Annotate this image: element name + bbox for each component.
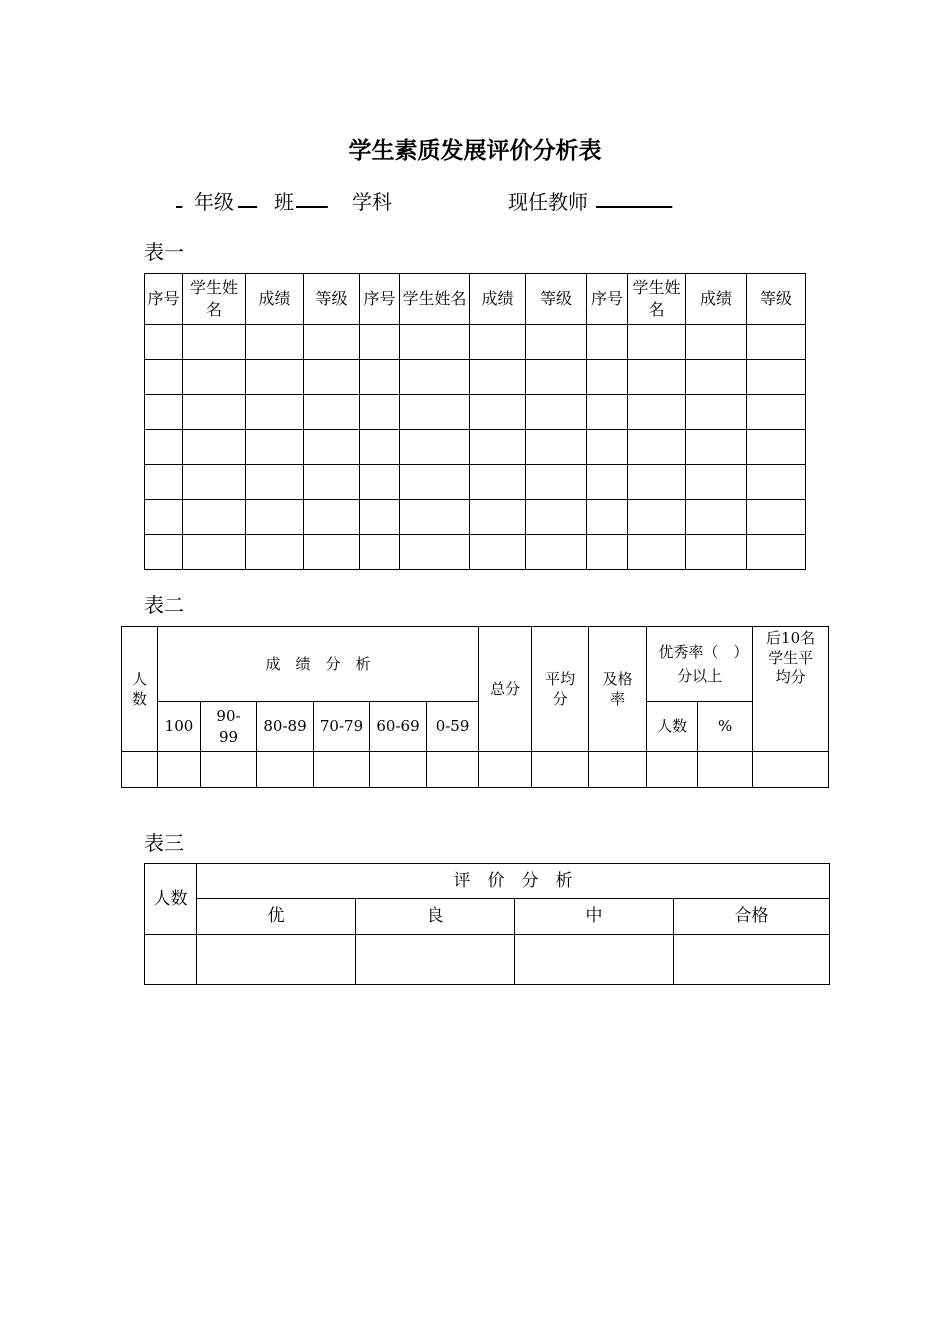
input-cell[interactable] (747, 465, 806, 500)
header-info-line (176, 186, 776, 216)
input-cell[interactable] (470, 360, 526, 395)
input-cell[interactable] (747, 325, 806, 360)
table2 (121, 626, 829, 788)
input-cell[interactable] (515, 935, 674, 985)
input-cell[interactable] (686, 535, 747, 570)
input-cell[interactable] (400, 465, 470, 500)
input-cell[interactable] (587, 430, 628, 465)
input-cell[interactable] (304, 465, 360, 500)
header-score: 成绩 (470, 274, 526, 325)
input-cell[interactable] (360, 535, 400, 570)
input-cell[interactable] (587, 325, 628, 360)
input-cell[interactable] (183, 465, 246, 500)
header-student-name: 学生姓名 (628, 274, 686, 325)
level-good: 良 (356, 899, 515, 935)
teacher-blank[interactable] (596, 186, 672, 210)
input-cell[interactable] (183, 395, 246, 430)
table-row (145, 360, 806, 395)
level-pass: 合格 (674, 899, 830, 935)
input-cell[interactable] (183, 535, 246, 570)
input-cell[interactable] (145, 395, 183, 430)
input-cell[interactable] (526, 430, 587, 465)
table3 (144, 863, 830, 985)
input-cell[interactable] (197, 935, 356, 985)
input-cell[interactable] (314, 752, 370, 788)
input-cell[interactable] (747, 500, 806, 535)
class-label: 班 (274, 190, 294, 214)
teacher-label: 现任教师 (508, 190, 588, 214)
input-cell[interactable] (360, 325, 400, 360)
header-seq: 序号 (587, 274, 628, 325)
input-cell[interactable] (246, 325, 304, 360)
input-cell[interactable] (628, 395, 686, 430)
table-row (145, 935, 830, 985)
input-cell[interactable] (526, 325, 587, 360)
table-row (145, 465, 806, 500)
input-cell[interactable] (532, 752, 589, 788)
input-cell[interactable] (360, 500, 400, 535)
average-score-header: 平均分 (532, 627, 589, 752)
table2-caption: 表二 (144, 593, 184, 617)
input-cell[interactable] (747, 360, 806, 395)
input-cell[interactable] (304, 500, 360, 535)
grade-label: 年级 (194, 190, 234, 214)
input-cell[interactable] (747, 395, 806, 430)
input-cell[interactable] (628, 430, 686, 465)
input-cell[interactable] (183, 430, 246, 465)
input-cell[interactable] (686, 395, 747, 430)
input-cell[interactable] (526, 465, 587, 500)
input-cell[interactable] (628, 465, 686, 500)
header-grade-level: 等级 (526, 274, 587, 325)
input-cell[interactable] (628, 500, 686, 535)
input-cell[interactable] (628, 535, 686, 570)
table-row (145, 430, 806, 465)
range-0-59: 0-59 (427, 702, 479, 752)
input-cell[interactable] (360, 395, 400, 430)
bottom10-average-header: 后10名学生平均分 (753, 627, 829, 752)
input-cell[interactable] (470, 395, 526, 430)
class-blank[interactable] (238, 186, 257, 210)
input-cell[interactable] (145, 430, 183, 465)
input-cell[interactable] (587, 535, 628, 570)
header-grade-level: 等级 (304, 274, 360, 325)
input-cell[interactable] (427, 752, 479, 788)
input-cell[interactable] (628, 325, 686, 360)
input-cell[interactable] (686, 360, 747, 395)
input-cell[interactable] (698, 752, 753, 788)
range-90-99: 90-99 (201, 702, 257, 752)
input-cell[interactable] (747, 430, 806, 465)
input-cell[interactable] (183, 325, 246, 360)
excellent-percent: % (698, 702, 753, 752)
header-student-name: 学生姓名 (183, 274, 246, 325)
input-cell[interactable] (470, 430, 526, 465)
header-score: 成绩 (246, 274, 304, 325)
input-cell[interactable] (587, 465, 628, 500)
level-medium: 中 (515, 899, 674, 935)
table-row (145, 535, 806, 570)
table-row (145, 325, 806, 360)
input-cell[interactable] (370, 752, 427, 788)
input-cell[interactable] (257, 752, 314, 788)
table1-caption: 表一 (144, 240, 184, 264)
input-cell[interactable] (747, 535, 806, 570)
table1 (144, 273, 806, 570)
range-70-79: 70-79 (314, 702, 370, 752)
input-cell[interactable] (183, 500, 246, 535)
score-analysis-header: 成 绩 分 析 (158, 627, 479, 702)
input-cell[interactable] (587, 395, 628, 430)
input-cell[interactable] (400, 325, 470, 360)
input-cell[interactable] (589, 752, 647, 788)
input-cell[interactable] (246, 535, 304, 570)
level-excellent: 优 (197, 899, 356, 935)
input-cell[interactable] (360, 360, 400, 395)
input-cell[interactable] (183, 360, 246, 395)
excellent-rate-header: 优秀率（ ）分以上 (647, 627, 753, 702)
input-cell[interactable] (686, 500, 747, 535)
subject-label: 学科 (352, 190, 392, 214)
header-seq: 序号 (360, 274, 400, 325)
input-cell[interactable] (526, 395, 587, 430)
table-row (145, 500, 806, 535)
input-cell[interactable] (304, 395, 360, 430)
table3-caption: 表三 (144, 831, 184, 855)
input-cell[interactable] (400, 430, 470, 465)
table-row (122, 752, 829, 788)
input-cell[interactable] (246, 360, 304, 395)
input-cell[interactable] (304, 430, 360, 465)
input-cell[interactable] (356, 935, 515, 985)
input-cell[interactable] (304, 535, 360, 570)
header-student-name: 学生姓名 (400, 274, 470, 325)
input-cell[interactable] (674, 935, 830, 985)
input-cell[interactable] (246, 395, 304, 430)
input-cell[interactable] (470, 500, 526, 535)
input-cell[interactable] (400, 360, 470, 395)
input-cell[interactable] (201, 752, 257, 788)
input-cell[interactable] (587, 500, 628, 535)
input-cell[interactable] (145, 465, 183, 500)
input-cell[interactable] (628, 360, 686, 395)
input-cell[interactable] (400, 500, 470, 535)
range-100: 100 (158, 702, 201, 752)
header-grade-level: 等级 (747, 274, 806, 325)
input-cell[interactable] (470, 535, 526, 570)
input-cell[interactable] (686, 465, 747, 500)
input-cell[interactable] (526, 500, 587, 535)
input-cell[interactable] (400, 395, 470, 430)
excellent-people-count: 人数 (647, 702, 698, 752)
input-cell[interactable] (246, 465, 304, 500)
input-cell[interactable] (304, 325, 360, 360)
header-seq: 序号 (145, 274, 183, 325)
input-cell[interactable] (686, 325, 747, 360)
input-cell[interactable] (686, 430, 747, 465)
range-80-89: 80-89 (257, 702, 314, 752)
total-score-header: 总分 (479, 627, 532, 752)
page-title: 学生素质发展评价分析表 (348, 138, 602, 164)
input-cell[interactable] (753, 752, 829, 788)
people-count-header: 人数 (145, 864, 197, 935)
input-cell[interactable] (145, 500, 183, 535)
input-cell[interactable] (246, 500, 304, 535)
pass-rate-header: 及格率 (589, 627, 647, 752)
grade-blank[interactable] (176, 186, 182, 210)
input-cell[interactable] (145, 360, 183, 395)
input-cell[interactable] (526, 535, 587, 570)
input-cell[interactable] (145, 935, 197, 985)
input-cell[interactable] (360, 465, 400, 500)
input-cell[interactable] (470, 325, 526, 360)
evaluation-analysis-header: 评 价 分 析 (197, 864, 830, 899)
input-cell[interactable] (479, 752, 532, 788)
input-cell[interactable] (360, 430, 400, 465)
input-cell[interactable] (158, 752, 201, 788)
subject-blank[interactable] (296, 186, 328, 210)
table-row (145, 395, 806, 430)
input-cell[interactable] (246, 430, 304, 465)
range-60-69: 60-69 (370, 702, 427, 752)
input-cell[interactable] (145, 325, 183, 360)
input-cell[interactable] (647, 752, 698, 788)
input-cell[interactable] (122, 752, 158, 788)
input-cell[interactable] (304, 360, 360, 395)
input-cell[interactable] (400, 535, 470, 570)
header-score: 成绩 (686, 274, 747, 325)
people-count-header: 人数 (122, 627, 158, 752)
input-cell[interactable] (587, 360, 628, 395)
input-cell[interactable] (145, 535, 183, 570)
input-cell[interactable] (470, 465, 526, 500)
input-cell[interactable] (526, 360, 587, 395)
